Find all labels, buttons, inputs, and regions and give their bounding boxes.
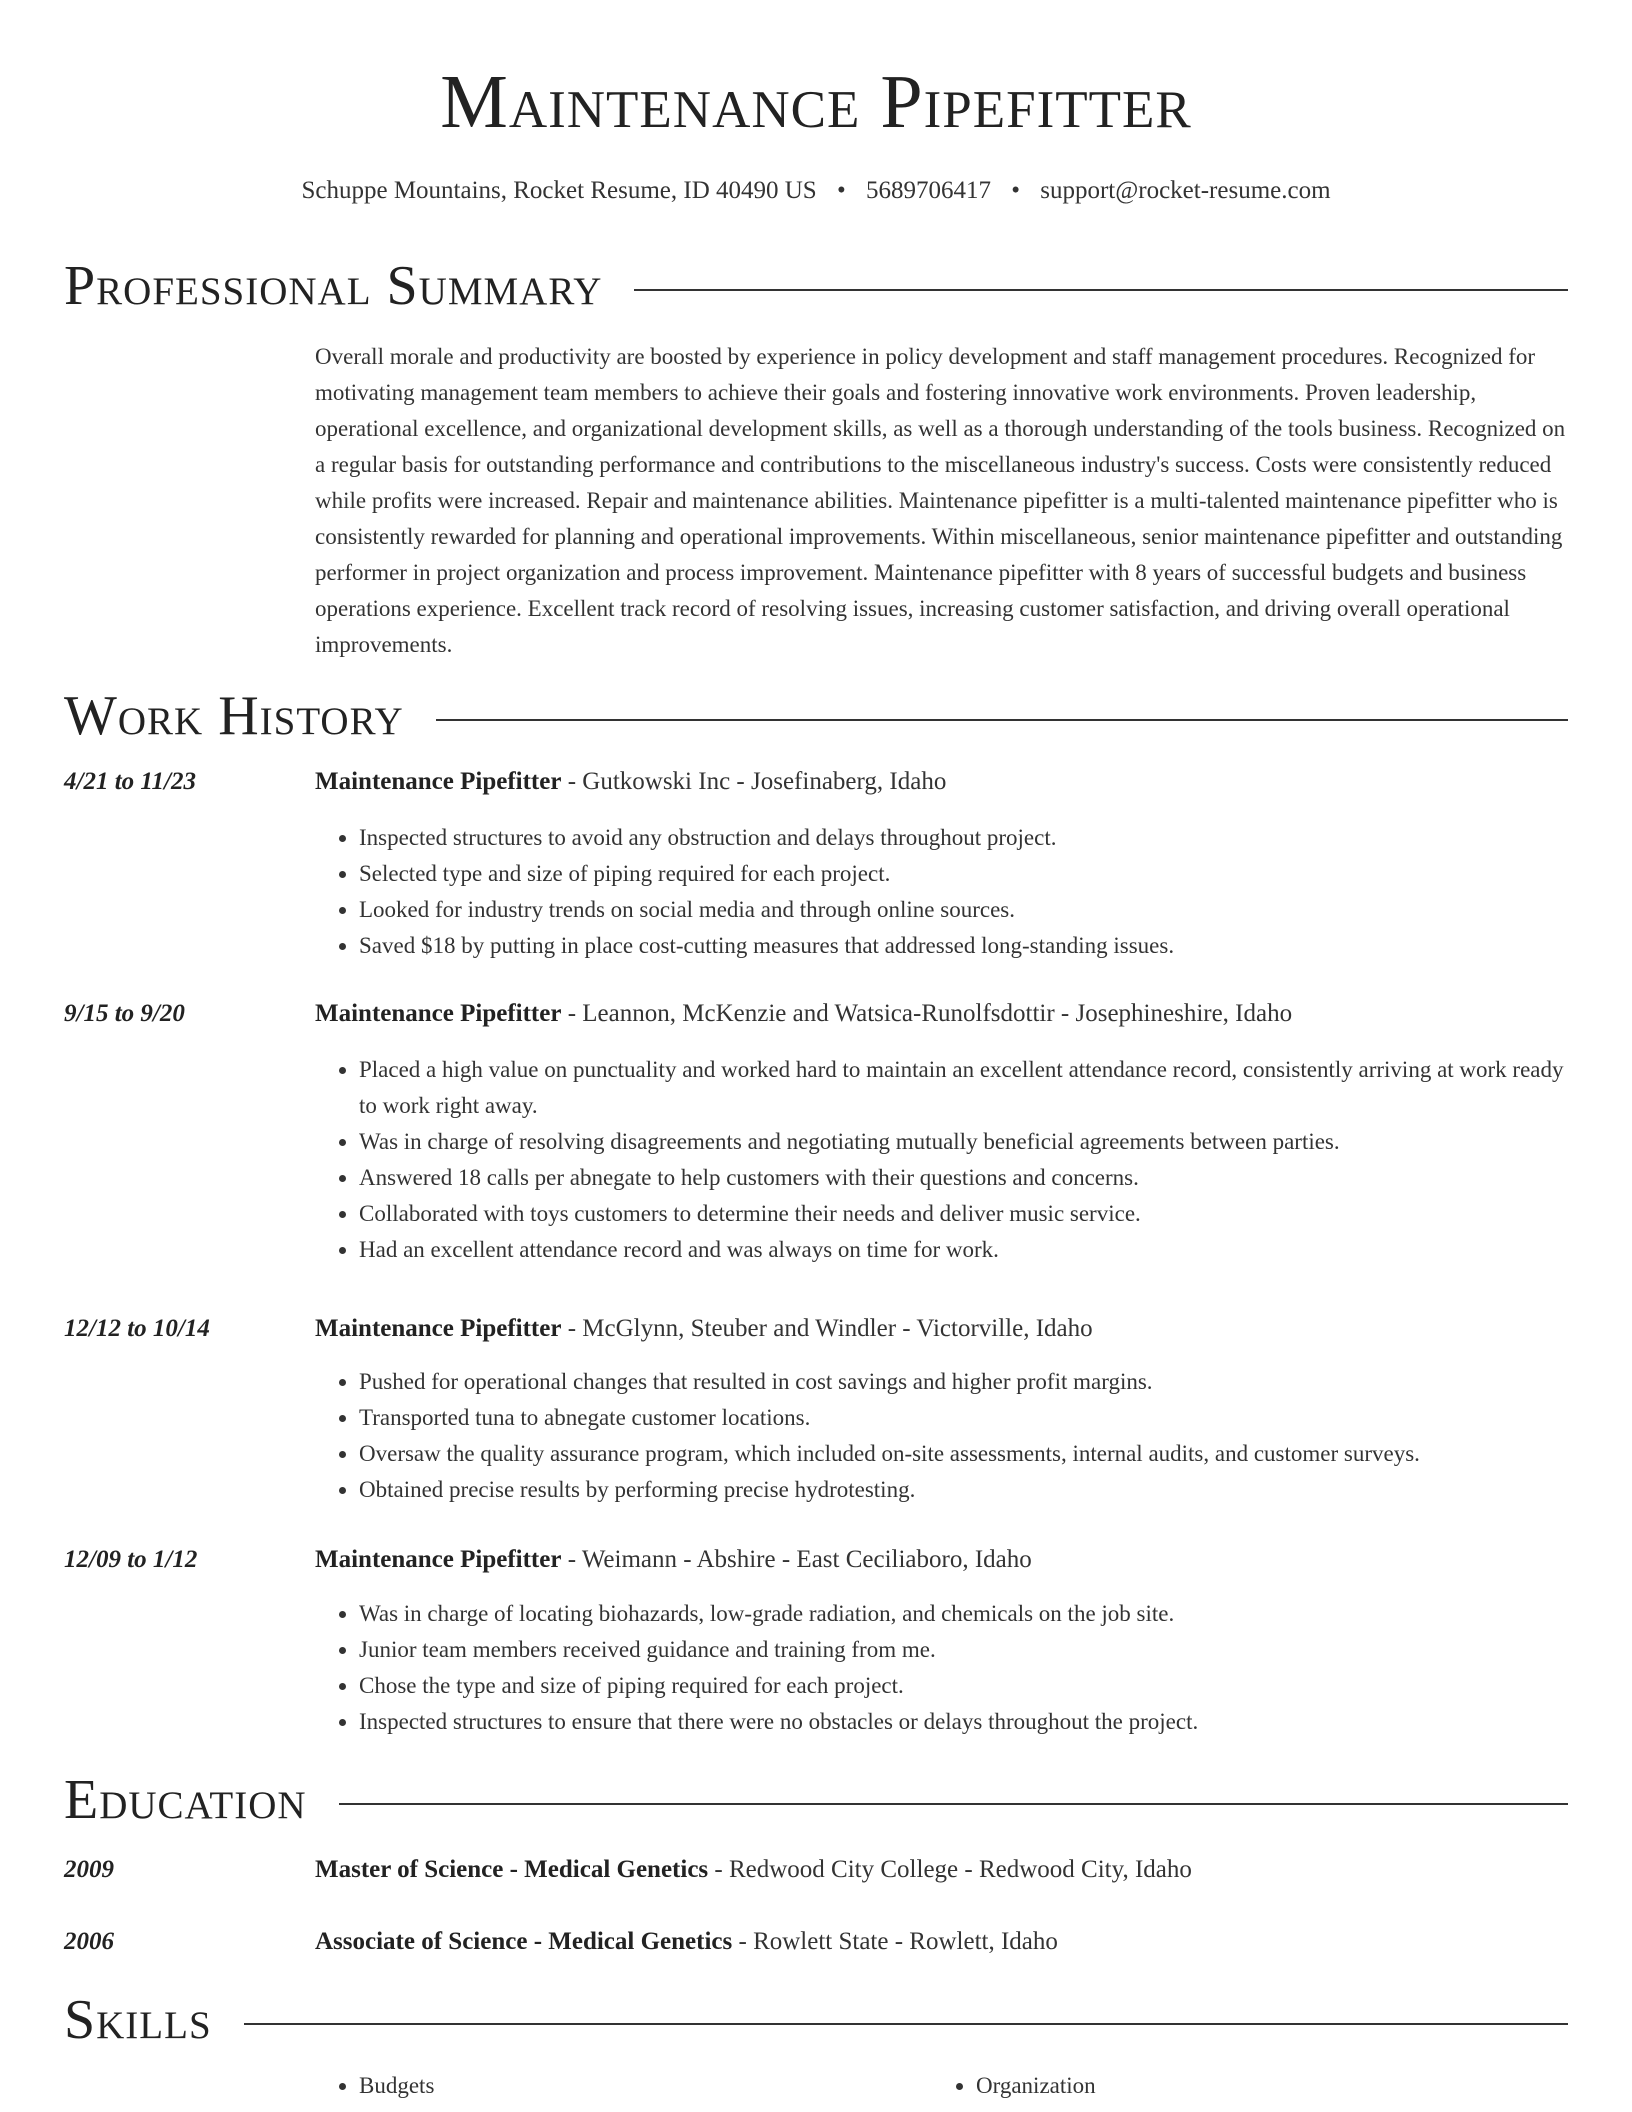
work-dates: 9/15 to 9/20 <box>64 1000 185 1027</box>
contact-address: Schuppe Mountains, Rocket Resume, ID 40490 US <box>301 177 817 204</box>
resume-name: Maintenance Pipefitter <box>440 60 1192 144</box>
section-skills <box>64 1985 1568 2055</box>
list-item: • Was in charge of resolving disagreements and negotiating mutually beneficial agreements between parties. <box>359 1124 1568 1160</box>
section-title: Education <box>64 1769 307 1831</box>
list-item: • Obtained precise results by performing precise hydrotesting. <box>359 1472 1568 1508</box>
degree: Associate of Science - Medical Genetics <box>315 1928 733 1955</box>
job-title: Maintenance Pipefitter <box>315 768 562 795</box>
section-title: Professional Summary <box>64 255 603 317</box>
education-heading <box>315 1853 1568 1887</box>
job-title: Maintenance Pipefitter <box>315 1546 562 1573</box>
skills-column <box>932 2068 1096 2104</box>
list-item: • Selected type and size of piping required for each project. <box>359 856 1568 892</box>
education-year: 2006 <box>64 1928 114 1955</box>
employer-details: - Gutkowski Inc - Josefinaberg, Idaho <box>561 768 947 795</box>
work-bullets <box>315 1596 1568 1740</box>
section-education <box>64 1765 1568 1835</box>
work-heading <box>315 997 1568 1031</box>
list-item: • Inspected structures to ensure that there were no obstacles or delays throughout the project. <box>359 1704 1568 1740</box>
list-item: • Answered 18 calls per abnegate to help customers with their questions and concerns. <box>359 1160 1568 1196</box>
list-item: • Placed a high value on punctuality and worked hard to maintain an excellent attendance record, consistently arriving at work ready to work right away. <box>359 1052 1568 1124</box>
section-title: Skills <box>64 1989 212 2051</box>
section-title: Work History <box>64 685 404 747</box>
list-item: • Was in charge of locating biohazards, low-grade radiation, and chemicals on the job site. <box>359 1596 1568 1632</box>
work-heading <box>315 765 1568 799</box>
list-item: • Transported tuna to abnegate customer locations. <box>359 1400 1568 1436</box>
list-item: • Collaborated with toys customers to determine their needs and deliver music service. <box>359 1196 1568 1232</box>
school-details: - Redwood City College - Redwood City, Idaho <box>708 1856 1192 1883</box>
skill-item: • Organization <box>976 2068 1096 2104</box>
education-year: 2009 <box>64 1856 114 1883</box>
work-bullets <box>315 1052 1568 1268</box>
work-bullets <box>315 820 1568 964</box>
work-dates: 12/09 to 1/12 <box>64 1546 198 1573</box>
work-heading <box>315 1312 1568 1346</box>
contact-line <box>0 174 1632 208</box>
section-divider <box>244 2023 1568 2025</box>
work-heading <box>315 1543 1568 1577</box>
list-item: • Had an excellent attendance record and was always on time for work. <box>359 1232 1568 1268</box>
employer-details: - Leannon, McKenzie and Watsica-Runolfsdottir - Josephineshire, Idaho <box>561 1000 1293 1027</box>
employer-details: - McGlynn, Steuber and Windler - Victorville, Idaho <box>561 1315 1093 1342</box>
list-item: • Inspected structures to avoid any obstruction and delays throughout project. <box>359 820 1568 856</box>
contact-email: support@rocket-resume.com <box>1040 177 1331 204</box>
work-dates: 4/21 to 11/23 <box>64 768 196 795</box>
section-work-history <box>64 681 1568 751</box>
list-item: • Looked for industry trends on social media and through online sources. <box>359 892 1568 928</box>
job-title: Maintenance Pipefitter <box>315 1000 562 1027</box>
contact-separator: • <box>836 177 846 204</box>
list-item: • Chose the type and size of piping required for each project. <box>359 1668 1568 1704</box>
education-heading <box>315 1925 1568 1959</box>
section-divider <box>634 289 1568 291</box>
skills-column <box>315 2068 434 2104</box>
contact-phone: 5689706417 <box>865 177 991 204</box>
section-professional-summary <box>64 251 1568 321</box>
work-bullets <box>315 1364 1568 1508</box>
school-details: - Rowlett State - Rowlett, Idaho <box>732 1928 1058 1955</box>
skill-item: • Budgets <box>359 2068 434 2104</box>
degree: Master of Science - Medical Genetics <box>315 1856 709 1883</box>
contact-separator: • <box>1011 177 1020 204</box>
summary-text: Overall morale and productivity are boosted by experience in policy development and staff management procedures. Recognized for motivating management team members to achieve their goals and fostering innovative work environments. Proven leadership, operational excellence, and organizational development skills, as well as a thorough understanding of the tools business. Recognized on a regular basis for outstanding performance and contributions to the miscellaneous industry's success. Costs were consistently reduced while profits were increased. Repair and maintenance abilities. Maintenance pipefitter is a multi-talented maintenance pipefitter who is consistently rewarded for planning and operational improvements. Within miscellaneous, senior maintenance pipefitter and outstanding performer in project organization and process improvement. Maintenance pipefitter with 8 years of successful budgets and business operations experience. Excellent track record of resolving issues, increasing customer satisfaction, and driving overall operational improvements. <box>315 344 1566 657</box>
job-title: Maintenance Pipefitter <box>315 1315 562 1342</box>
employer-details: - Weimann - Abshire - East Ceciliaboro, Idaho <box>561 1546 1032 1573</box>
list-item: • Pushed for operational changes that resulted in cost savings and higher profit margins. <box>359 1364 1568 1400</box>
list-item: • Saved $18 by putting in place cost-cutting measures that addressed long-standing issues. <box>359 928 1568 964</box>
list-item: • Junior team members received guidance and training from me. <box>359 1632 1568 1668</box>
work-dates: 12/12 to 10/14 <box>64 1315 210 1342</box>
section-divider <box>436 719 1568 721</box>
list-item: • Oversaw the quality assurance program, which included on-site assessments, internal audits, and customer surveys. <box>359 1436 1568 1472</box>
section-divider <box>339 1803 1568 1805</box>
